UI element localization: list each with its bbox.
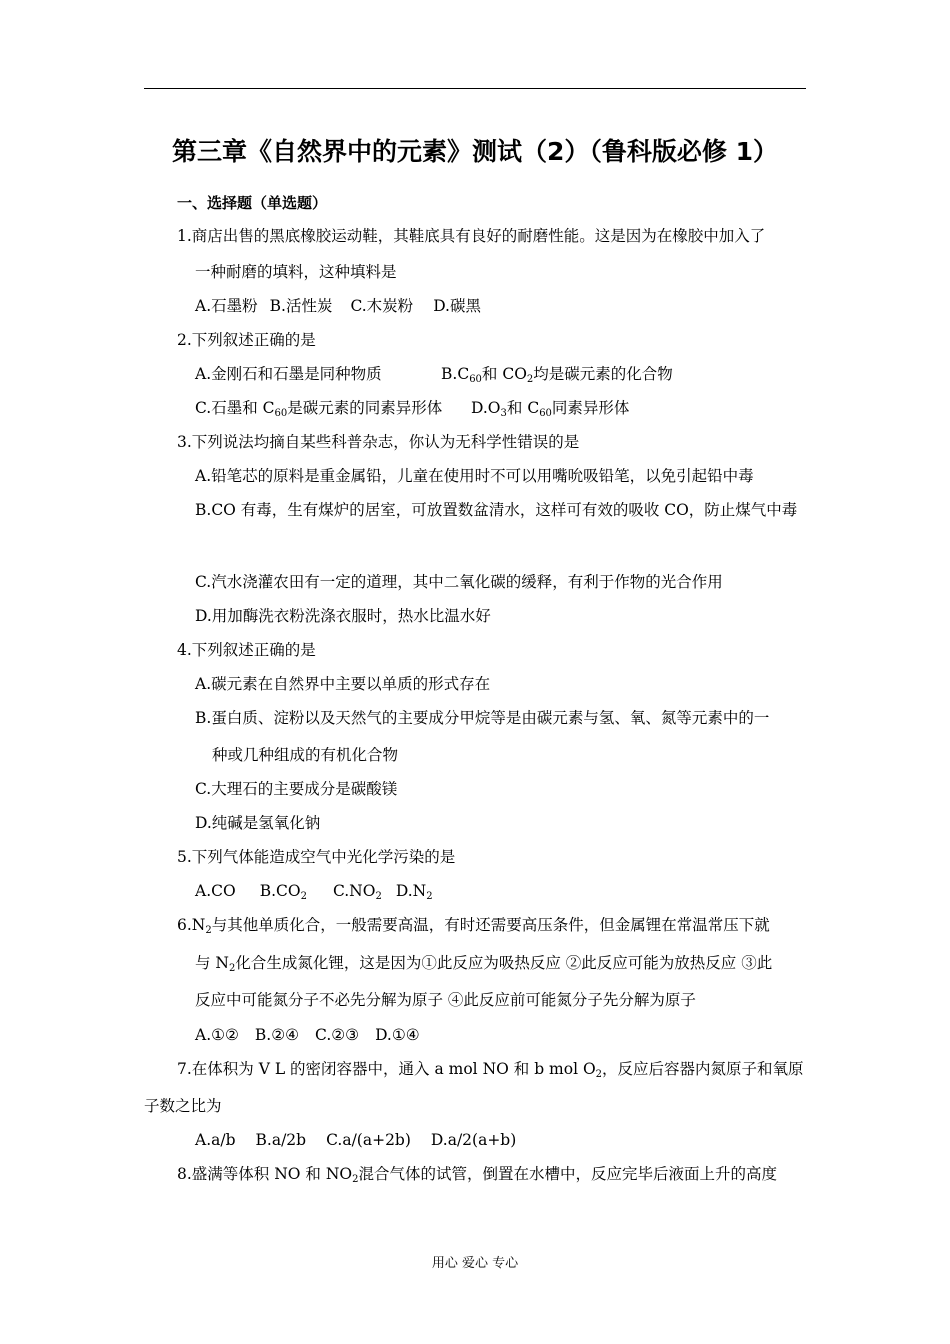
section-heading: 一、选择题（单选题） <box>177 194 328 212</box>
q8-stem-line1: 8.盛满等体积 NO 和 $NO_2$混合气体的试管，倒置在水槽中，反应完毕后液面上升的高度 <box>177 1165 778 1185</box>
q6-stem-line1: $6.N_2$与其他单质化合，一般需要高温，有时还需要高压条件，但金属锂在常温常压下就 <box>177 916 770 936</box>
q7-option-b: B.a/2b <box>255 1131 307 1149</box>
q5-stem: 5.下列气体能造成空气中光化学污染的是 <box>177 848 456 866</box>
q2-option-a: A.金刚石和石墨是同种物质 <box>195 365 382 383</box>
q3-stem: 3.下列说法均摘自某些科普杂志，你认为无科学性错误的是 <box>177 433 580 451</box>
q4-option-b-line2: 种或几种组成的有机化合物 <box>212 746 399 764</box>
q1-stem-line1: 1.商店出售的黑底橡胶运动鞋，其鞋底具有良好的耐磨性能。这是因为在橡胶中加入了 <box>177 227 766 245</box>
q1-options <box>195 296 481 316</box>
q4-option-a: A.碳元素在自然界中主要以单质的形式存在 <box>195 675 491 693</box>
page-footer: 用心 爱心 专心 <box>431 1256 519 1271</box>
q3-option-d: D.用加酶洗衣粉洗涤衣服时，热水比温水好 <box>195 607 491 625</box>
q1-option-c: C.木炭粉 <box>350 297 414 315</box>
q1-stem-line2: 一种耐磨的填料，这种填料是 <box>195 263 397 281</box>
q7-stem-line1: 7.在体积为 V L 的密闭容器中，通入 a mol NO 和 b mol $O_2$，反应后容器内氮原子和氧原 <box>177 1060 804 1080</box>
q2-option-c: C.石墨和 $C_{60}$是碳元素的同素异形体 <box>195 399 443 419</box>
q7-option-d: D.a/2(a+b) <box>430 1131 517 1149</box>
q4-stem: 4.下列叙述正确的是 <box>177 641 316 659</box>
q5-option-b: $B.CO_2$ <box>259 882 307 902</box>
q6-stem-line2: 与 $N_2$化合生成氮化锂，这是因为①此反应为吸热反应 ②此反应可能为放热反应 ③此 <box>195 954 773 974</box>
q2-stem: 2.下列叙述正确的是 <box>177 331 316 349</box>
q5-option-a: A.CO <box>195 882 236 900</box>
q6-option-a: A.①② <box>195 1026 239 1044</box>
q6-stem-line3: 反应中可能氮分子不必先分解为原子 ④此反应前可能氮分子先分解为原子 <box>195 991 696 1009</box>
q4-option-c: C.大理石的主要成分是碳酸镁 <box>195 780 398 798</box>
q2-option-b: $B.C_{60}$和 $CO_2$均是碳元素的化合物 <box>441 365 673 385</box>
q2-option-d: $D.O_3$和 $C_{60}$同素异形体 <box>471 399 630 419</box>
q1-option-b: B.活性炭 <box>269 297 333 315</box>
q5-option-d: $D.N_2$ <box>395 882 433 902</box>
q5-options <box>195 881 433 901</box>
q1-option-d: D.碳黑 <box>433 297 481 315</box>
q3-option-a: A.铅笔芯的原料是重金属铅，儿童在使用时不可以用嘴吮吸铅笔，以免引起铅中毒 <box>195 467 754 485</box>
q6-option-c: C.②③ <box>315 1026 360 1044</box>
q6-options <box>195 1025 420 1045</box>
q7-option-a: A.a/b <box>195 1131 236 1149</box>
page-title: 第三章《自然界中的元素》测试（2）（鲁科版必修 1） <box>172 137 778 166</box>
q7-stem-line2: 子数之比为 <box>144 1097 222 1115</box>
q3-option-b: B.CO 有毒，生有煤炉的居室，可放置数盆清水，这样可有效的吸收 CO，防止煤气中毒 <box>195 501 798 519</box>
q1-option-a: A.石墨粉 <box>195 297 258 315</box>
q7-option-c: C.a/(a+2b) <box>326 1131 411 1149</box>
q5-option-c: $C.NO_2$ <box>332 882 382 902</box>
q6-option-d: D.①④ <box>375 1026 420 1044</box>
q4-option-b-line1: B.蛋白质、淀粉以及天然气的主要成分甲烷等是由碳元素与氢、氧、氮等元素中的一 <box>195 709 770 727</box>
q4-option-d: D.纯碱是氢氧化钠 <box>195 814 321 832</box>
q7-options <box>195 1130 516 1150</box>
header-rule <box>144 88 806 89</box>
q3-option-c: C.汽水浇灌农田有一定的道理，其中二氧化碳的缓释，有利于作物的光合作用 <box>195 573 723 591</box>
q6-option-b: B.②④ <box>254 1026 300 1044</box>
